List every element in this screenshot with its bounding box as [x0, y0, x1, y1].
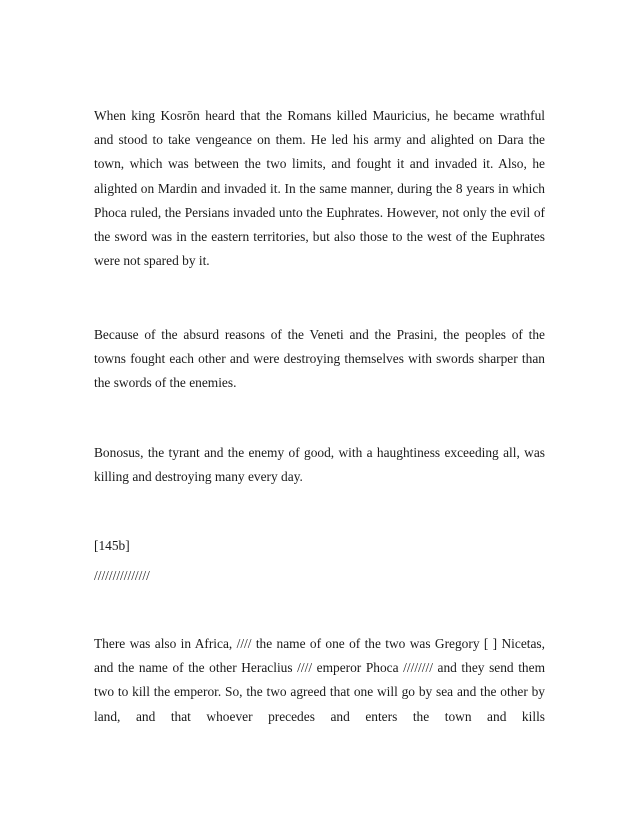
lacuna-marker: /////////////// — [94, 568, 150, 583]
paragraph-bonosus: Bonosus, the tyrant and the enemy of good, with a haughtiness exceeding all, was killing and destroying many every day. — [94, 445, 545, 485]
folio-marker: [145b] — [94, 538, 130, 553]
paragraph-kosron: When king Kosrōn heard that the Romans killed Mauricius, he became wrathful and stood to take vengeance on them. He led his army and alighted on Dara the town, which was between the two limits, and fought it and invaded it. Also, he alighted on Mardin and invaded it. In the same manner, during the 8 years in which Phoca ruled, the Persians invaded unto the Euphrates. However, not only the evil of the sword was in the eastern territories, but also those to the west of the Euphrates were not spared by it. — [94, 108, 545, 269]
paragraph-veneti-prasini: Because of the absurd reasons of the Veneti and the Prasini, the peoples of the towns fought each other and were destroying themselves with swords sharper than the swords of the enemies. — [94, 327, 545, 391]
paragraph-africa: There was also in Africa, //// the name of one of the two was Gregory [ ] Nicetas, and the name of the other Heraclius //// emperor Phoca //////// and they send them two to kill the emperor. So, the two agreed that one will go by sea and the other by land, and that whoever precedes and enters the town and kills — [94, 636, 545, 724]
